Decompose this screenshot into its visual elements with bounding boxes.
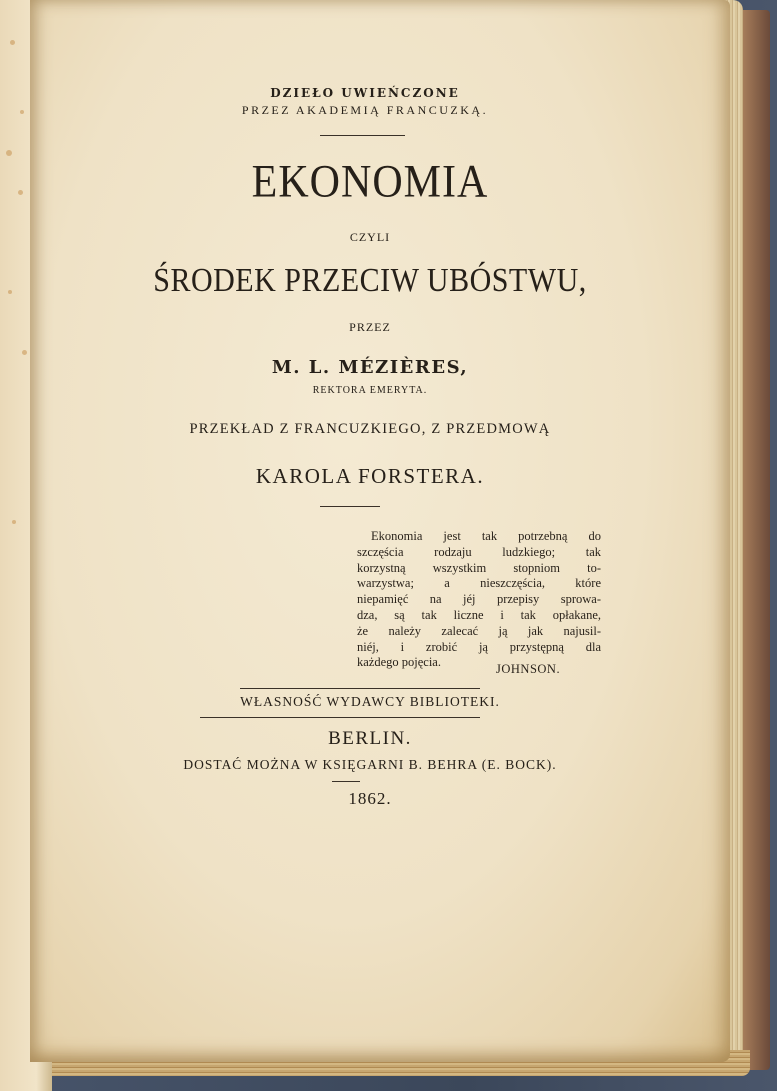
epigraph-line: korzystną wszystkim stopniom to- bbox=[357, 560, 601, 575]
ownership-rule-top bbox=[240, 688, 480, 689]
imprint-availability: DOSTAĆ MOŻNA W KSIĘGARNI B. BEHRA (E. BOCK). bbox=[183, 757, 557, 772]
title-connector: CZYLI bbox=[349, 230, 391, 244]
award-line-2: PRZEZ AKADEMIĄ FRANCUZKĄ. bbox=[241, 103, 489, 117]
divider-rule-top bbox=[320, 135, 405, 136]
ownership-rule-bottom bbox=[200, 717, 480, 718]
translation-note: PRZEKŁAD Z FRANCUZKIEGO, Z PRZEDMOWĄ bbox=[189, 421, 551, 437]
epigraph-line: każdego pojęcia. bbox=[357, 655, 441, 670]
epigraph bbox=[357, 529, 601, 671]
epigraph-line: szczęścia rodzaju ludzkiego; tak bbox=[357, 544, 601, 559]
title-page bbox=[30, 0, 730, 1062]
book-title: EKONOMIA bbox=[251, 156, 489, 208]
ownership-notice: WŁASNOŚĆ WYDAWCY BIBLIOTEKI. bbox=[240, 694, 500, 709]
epigraph-line: niepamięć na jéj przepisy sprowa- bbox=[357, 592, 601, 607]
divider-rule-middle bbox=[320, 506, 380, 507]
author-name: M. L. MÉZIÈRES, bbox=[271, 357, 469, 378]
award-line-1: DZIEŁO UWIEŃCZONE bbox=[270, 86, 460, 100]
divider-rule-year bbox=[332, 781, 360, 782]
epigraph-line: warzystwa; a nieszczęścia, które bbox=[357, 576, 601, 591]
by-label: PRZEZ bbox=[349, 320, 391, 334]
book-subtitle: ŚRODEK PRZECIW UBÓSTWU, bbox=[153, 261, 587, 299]
epigraph-line: Ekonomia jest tak potrzebną do bbox=[371, 529, 601, 543]
epigraph-author: JOHNSON. bbox=[496, 662, 561, 676]
author-role: REKTORA EMERYTA. bbox=[312, 385, 428, 396]
epigraph-line: że należy zalecać ją jak najusil- bbox=[357, 623, 601, 638]
translator-name: KAROLA FORSTERA. bbox=[255, 464, 485, 488]
publication-year: 1862. bbox=[348, 789, 392, 808]
imprint-city: BERLIN. bbox=[328, 728, 412, 749]
epigraph-line: dza, są tak liczne i tak opłakane, bbox=[357, 607, 601, 622]
epigraph-line: niéj, i zrobić ją przystępną dla bbox=[357, 639, 601, 654]
